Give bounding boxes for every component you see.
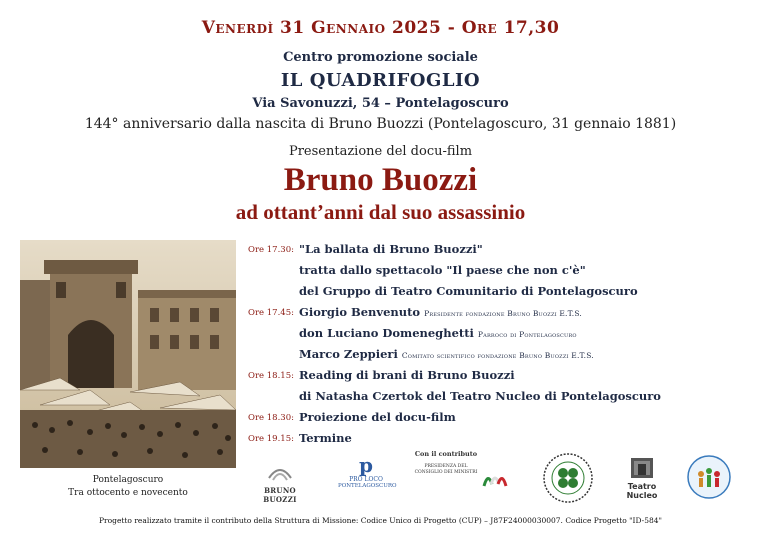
community-circle-logo bbox=[684, 454, 734, 502]
program-text bbox=[299, 368, 515, 382]
program-time: Ore 18.30: bbox=[248, 413, 294, 423]
program-time: Ore 17.30: bbox=[248, 245, 294, 255]
program-row bbox=[248, 347, 748, 368]
contributo-label: Con il contributo bbox=[414, 450, 478, 458]
people-circle-icon bbox=[686, 454, 732, 500]
proloco-p-icon: p bbox=[359, 453, 373, 477]
program-row bbox=[248, 368, 748, 389]
program-item-title: "La ballata di Bruno Buozzi" bbox=[299, 242, 483, 256]
program-row bbox=[248, 305, 748, 326]
program-text bbox=[299, 410, 456, 424]
program-row bbox=[248, 284, 748, 305]
program-row bbox=[248, 326, 748, 347]
sponsor-logos bbox=[0, 450, 761, 510]
anniversary-text: 144° anniversario dalla nascita di Bruno Buozzi (Pontelagoscuro, 31 gennaio 1881) bbox=[84, 116, 677, 132]
presidenza-text: PRESIDENZA DEL CONSIGLIO DEI MINISTRI bbox=[414, 464, 478, 475]
program-item-title: don Luciano Domeneghetti bbox=[299, 326, 474, 340]
film-subtitle: ad ottant’anni dal suo assassinio bbox=[235, 200, 526, 224]
proloco-bottom-text: PONTELAGOSCURO bbox=[338, 483, 397, 489]
proloco-top-text: PRO LOCO bbox=[349, 476, 383, 483]
venue-type: Centro promozione sociale bbox=[283, 50, 478, 65]
buozzi-foundation-logo bbox=[250, 458, 310, 504]
teatro-nucleo-logo bbox=[622, 456, 662, 500]
program-text bbox=[299, 242, 483, 256]
photo-caption-period: Tra ottocento e novecento bbox=[68, 488, 188, 498]
program-role: Comitato scientifico fondazione Bruno Buozzi E.T.S. bbox=[401, 351, 594, 360]
event-date: Venerdì 31 Gennaio 2025 - Ore 17,30 bbox=[201, 18, 560, 38]
venue-address: Via Savonuzzi, 54 – Pontelagoscuro bbox=[252, 96, 509, 111]
historic-photo bbox=[20, 240, 236, 468]
program-item-title: Reading di brani di Bruno Buozzi bbox=[299, 368, 515, 382]
program-text bbox=[299, 263, 586, 277]
program-time: Ore 18.15: bbox=[248, 371, 294, 381]
footer-note: Progetto realizzato tramite il contributo della Struttura di Missione: Codice Unico di Progetto (CUP) – J87F24000030007. Codice Progetto "ID-584" bbox=[99, 516, 662, 525]
proloco-logo bbox=[338, 453, 397, 489]
presidenza-logo bbox=[412, 450, 480, 476]
program-text bbox=[299, 347, 594, 361]
program-text bbox=[299, 305, 582, 319]
program-role: Presidente fondazione Bruno Buozzi E.T.S. bbox=[424, 309, 582, 318]
program-item-title: di Natasha Czertok del Teatro Nucleo di Pontelagoscuro bbox=[299, 389, 661, 403]
program-role: Parroco di Pontelagoscuro bbox=[477, 330, 577, 339]
program-list bbox=[248, 242, 748, 452]
venue-name: IL QUADRIFOGLIO bbox=[280, 70, 481, 91]
program-time: Ore 19.15: bbox=[248, 434, 294, 444]
teatro-line1: Teatro bbox=[627, 482, 657, 491]
program-item-title: Termine bbox=[299, 431, 352, 445]
program-item-title: del Gruppo di Teatro Comunitario di Pontelagoscuro bbox=[299, 284, 638, 298]
program-text bbox=[299, 431, 352, 445]
program-row bbox=[248, 263, 748, 284]
program-item-title: Proiezione del docu-film bbox=[299, 410, 456, 424]
program-row bbox=[248, 242, 748, 263]
program-item-title: Giorgio Benvenuto bbox=[299, 305, 421, 319]
program-item-title: Marco Zeppieri bbox=[299, 347, 398, 361]
program-text bbox=[299, 326, 577, 340]
quadrifoglio-logo bbox=[540, 452, 596, 506]
teatro-line2: Nucleo bbox=[626, 491, 658, 500]
buozzi-emblem-icon bbox=[265, 458, 295, 484]
program-row bbox=[248, 389, 748, 410]
program-row bbox=[248, 431, 748, 452]
clover-icon bbox=[542, 452, 594, 504]
film-title: Bruno Buozzi bbox=[283, 162, 478, 198]
program-item-title: tratta dallo spettacolo "Il paese che non c'è" bbox=[299, 263, 586, 277]
italy-flag-icon bbox=[480, 470, 510, 490]
teatro-building-icon bbox=[629, 456, 655, 480]
program-row bbox=[248, 410, 748, 431]
photo-caption-place: Pontelagoscuro bbox=[92, 475, 164, 485]
program-text bbox=[299, 284, 638, 298]
program-text bbox=[299, 389, 661, 403]
program-time: Ore 17.45: bbox=[248, 308, 294, 318]
presentation-text: Presentazione del docu-film bbox=[288, 144, 473, 159]
buozzi-logo-text: BRUNO BUOZZI bbox=[263, 486, 297, 504]
